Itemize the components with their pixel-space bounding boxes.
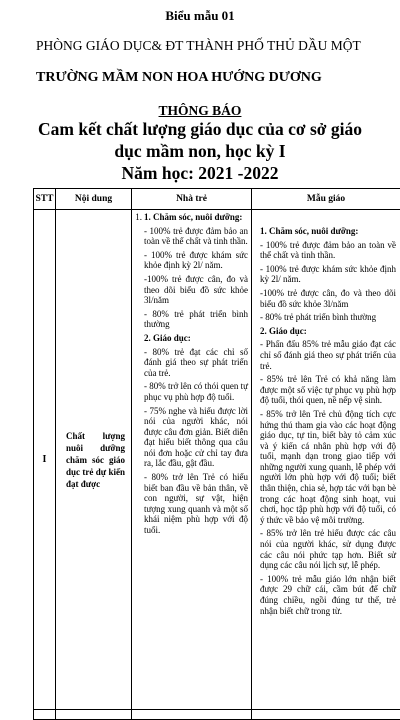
mau-giao-item: - 100% trẻ mẫu giáo lớn nhận biết được 29 chữ cái, cầm bút để chữ đúng chiều, ngồi đúng tư thế, trẻ nhận biết chữ trong từ. [260,574,396,616]
mau-giao-item: - 85% trẻ lên Trẻ có khả năng làm được một số việc tự phục vụ phù hợp độ tuổi, thói quen, nề nếp vệ sinh. [260,374,396,406]
header-content: Nội dung [56,189,132,210]
mau-giao-item: - 100% trẻ được đảm bảo an toàn về thể chất và tinh thần. [260,240,396,261]
table-header-row [34,189,400,210]
row-content: Chất lượng nuôi dưỡng chăm sóc giáo dục trẻ dự kiến đạt được [56,210,132,710]
notice-label: THÔNG BÁO [0,103,400,119]
mau-giao-item: - 85% trở lên Trẻ chủ động tích cực hứng thú tham gia vào các hoạt động giáo dục, tự tin, biết bày tỏ cảm xúc và ý kiến cá nhân phù hợp với độ tuổi, mạnh dạn trong giao tiếp với những người xung quanh, lễ phép với người lớn phù hợp với độ tuổi; biết thân thiện, chia sẻ, hợp tác với bạn bè trong các hoạt động sinh hoạt, vui chơi, học tập phù hợp với độ tuổi, có ý thức về bảo vệ môi trường. [260,409,396,526]
continued-cell [56,710,132,720]
continued-cell [132,710,252,720]
table-row [34,210,400,710]
mau-giao-item: - Phấn đấu 85% trẻ mẫu giáo đạt các chỉ số đánh giá theo sự phát triển của trẻ. [260,339,396,371]
mau-giao-cell [252,210,400,710]
nha-tre-cell [132,210,252,710]
mau-giao-heading-education: 2. Giáo dục: [260,326,396,337]
table-row-continued [34,710,400,720]
mau-giao-item: - 80% trẻ phát triển bình thường [260,312,396,323]
form-label: Biểu mẫu 01 [0,8,400,24]
nha-tre-item: - 100% trẻ được đảm bảo an toàn về thể chất và tinh thần. [144,226,248,247]
header-nha-tre: Nhà trẻ [132,189,252,210]
nha-tre-item: - 80% trẻ phát triển bình thường [144,309,248,330]
nha-tre-item: - 75% nghe và hiểu được lời nói của người khác, nói được câu đơn giản. Biết diễn đạt hiểu biết thông qua câu nói đơn hoặc cử chỉ tay đưa ra, lắc đầu, gật đầu. [144,406,248,470]
nha-tre-item: - 100% trẻ được khám sức khỏe định kỳ 2l/ năm. [144,250,248,271]
continued-cell [34,710,56,720]
title-line-1: Cam kết chất lượng giáo dục của cơ sở giáo [0,118,400,140]
school-name: TRƯỜNG MẦM NON HOA HƯỚNG DƯƠNG [36,70,386,86]
mau-giao-heading-care: 1. Chăm sóc, nuôi dưỡng: [260,226,396,237]
header-mau-giao: Mẫu giáo [252,189,400,210]
row-stt: I [34,210,56,710]
nha-tre-item: - 80% trẻ đạt các chỉ số đánh giá theo sự phát triển của trẻ. [144,347,248,379]
mau-giao-item: - 85% trở lên trẻ hiểu được các câu nói của người khác, sử dụng được các câu nói phức tạp hơn. Biết sử dụng các câu nói lịch sự, lễ phép. [260,528,396,570]
continued-cell [252,710,400,720]
mau-giao-item: - 100% trẻ được khám sức khỏe định kỳ 2l/ năm. [260,264,396,285]
department-name: PHÒNG GIÁO DỤC& ĐT THÀNH PHỐ THỦ DẦU MỘT [36,38,376,54]
school-year: Năm học: 2021 -2022 [0,162,400,184]
mau-giao-item: -100% trẻ được cân, đo và theo dõi biểu đồ sức khỏe 3l/năm [260,288,396,309]
commitment-table [33,188,400,720]
nha-tre-number: 1. [132,212,144,539]
title-line-2: dục mầm non, học kỳ I [0,140,400,162]
nha-tre-item: - 80% trở lên có thói quen tự phục vụ phù hợp độ tuổi. [144,381,248,402]
nha-tre-heading-education: 2. Giáo dục: [144,333,248,344]
nha-tre-item: - 80% trở lên Trẻ có hiểu biết ban đầu về bản thân, về con người, sự vật, hiện tượng xung quanh và một số khái niệm phù hợp với độ tuổi. [144,472,248,536]
document-title [0,118,400,184]
nha-tre-item: -100% trẻ được cân, đo và theo dõi biểu đồ sức khỏe 3l/năm [144,274,248,306]
nha-tre-heading-care: 1. Chăm sóc, nuôi dưỡng: [144,212,248,223]
header-stt: STT [34,189,56,210]
